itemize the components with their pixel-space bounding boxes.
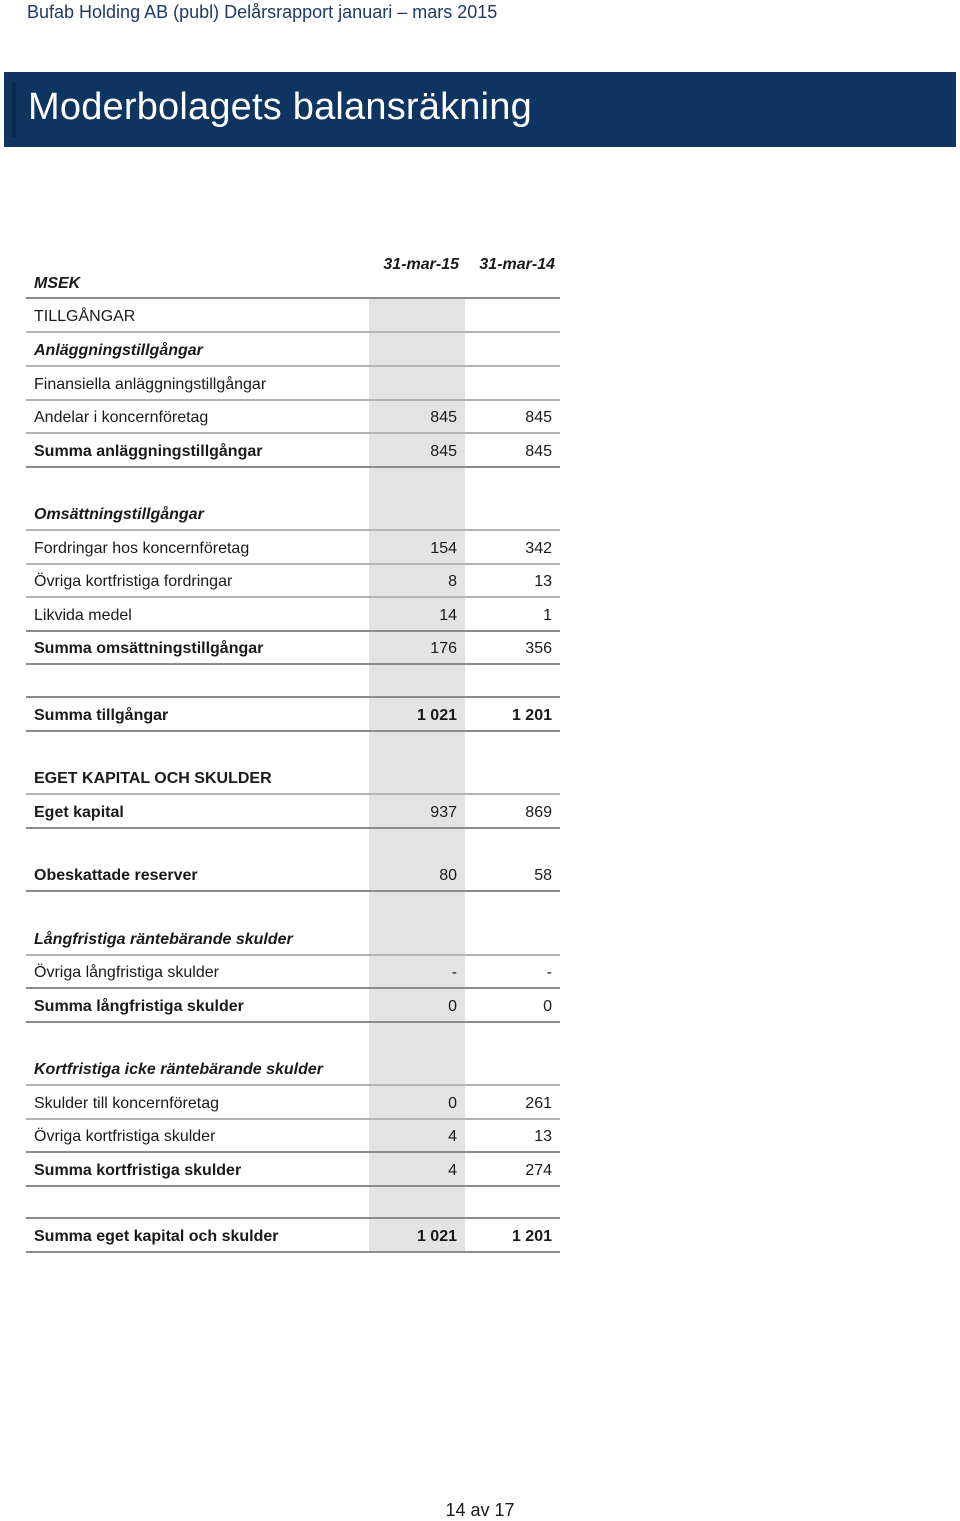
document-header: Bufab Holding AB (publ) Delårsrapport januari – mars 2015 xyxy=(27,2,498,22)
row-value-current: 845 xyxy=(430,409,457,426)
table-row xyxy=(26,298,560,333)
row-value-current: 80 xyxy=(439,867,457,884)
row-value-previous: 342 xyxy=(525,540,552,557)
row-label: EGET KAPITAL OCH SKULDER xyxy=(34,770,272,787)
row-value-previous: 1 201 xyxy=(511,1228,552,1245)
row-label: Övriga kortfristiga skulder xyxy=(34,1128,216,1145)
row-value-previous: 261 xyxy=(525,1095,552,1112)
row-value-previous: 13 xyxy=(534,1128,552,1145)
row-label: Anläggningstillgångar xyxy=(34,342,203,359)
row-label: TILLGÅNGAR xyxy=(34,308,136,325)
row-label: Övriga långfristiga skulder xyxy=(34,964,219,981)
row-label: Övriga kortfristiga fordringar xyxy=(34,573,233,590)
table-row xyxy=(26,1085,560,1120)
row-label: Summa anläggningstillgångar xyxy=(34,443,263,460)
table-row xyxy=(26,366,560,401)
table-row xyxy=(26,530,560,565)
row-value-previous: 845 xyxy=(525,409,552,426)
row-label: Summa tillgångar xyxy=(34,707,169,724)
row-label: Kortfristiga icke räntebärande skulder xyxy=(34,1061,323,1078)
row-label: Skulder till koncernföretag xyxy=(34,1095,219,1112)
row-label: Långfristiga räntebärande skulder xyxy=(34,931,293,948)
table-row xyxy=(26,1118,560,1153)
row-label: Fordringar hos koncernföretag xyxy=(34,540,250,557)
row-value-current: 1 021 xyxy=(416,707,457,724)
row-label: Omsättningstillgångar xyxy=(34,506,204,523)
row-value-previous: 1 201 xyxy=(511,707,552,724)
row-value-previous: 869 xyxy=(525,804,552,821)
table-row xyxy=(26,988,560,1023)
table-row xyxy=(26,921,560,956)
row-value-previous: 1 xyxy=(543,607,552,624)
table-row xyxy=(26,1152,560,1187)
table-row xyxy=(26,433,560,468)
row-label: Andelar i koncernföretag xyxy=(34,409,209,426)
page-title: Moderbolagets balansräkning xyxy=(28,86,532,128)
title-accent-bar xyxy=(12,82,16,137)
row-value-previous: 0 xyxy=(543,998,552,1015)
row-value-current: 845 xyxy=(430,443,457,460)
table-row xyxy=(26,399,560,434)
row-label: Finansiella anläggningstillgångar xyxy=(34,376,267,393)
row-value-previous: 274 xyxy=(525,1162,552,1179)
table-row xyxy=(26,597,560,632)
table-row xyxy=(26,794,560,829)
row-value-current: - xyxy=(451,964,457,981)
row-value-previous: 13 xyxy=(534,573,552,590)
row-value-current: 1 021 xyxy=(416,1228,457,1245)
row-value-current: 937 xyxy=(430,804,457,821)
table-row xyxy=(26,496,560,531)
row-value-current: 4 xyxy=(448,1162,457,1179)
row-label: Eget kapital xyxy=(34,804,124,821)
row-value-current: 0 xyxy=(448,1095,457,1112)
column-header-current: 31-mar-15 xyxy=(383,256,459,273)
table-row xyxy=(26,630,560,665)
row-label: Summa omsättningstillgångar xyxy=(34,640,264,657)
row-value-previous: 58 xyxy=(534,867,552,884)
row-value-current: 154 xyxy=(430,540,457,557)
row-value-current: 4 xyxy=(448,1128,457,1145)
table-row xyxy=(26,563,560,598)
row-value-previous: 356 xyxy=(525,640,552,657)
table-row xyxy=(26,954,560,989)
row-value-previous: 845 xyxy=(525,443,552,460)
column-header-previous: 31-mar-14 xyxy=(479,256,555,273)
table-row xyxy=(26,760,560,795)
table-row xyxy=(26,1218,560,1253)
row-value-previous: - xyxy=(546,964,552,981)
row-value-current: 0 xyxy=(448,998,457,1015)
row-label: Summa kortfristiga skulder xyxy=(34,1162,242,1179)
row-label: Summa långfristiga skulder xyxy=(34,998,244,1015)
table-row xyxy=(26,697,560,732)
table-row xyxy=(26,332,560,367)
row-value-current: 8 xyxy=(448,573,457,590)
row-label: Summa eget kapital och skulder xyxy=(34,1228,279,1245)
row-value-current: 14 xyxy=(439,607,457,624)
table-row xyxy=(26,1051,560,1086)
unit-label: MSEK xyxy=(34,275,81,292)
table-row xyxy=(26,857,560,892)
row-label: Obeskattade reserver xyxy=(34,867,198,884)
row-value-current: 176 xyxy=(430,640,457,657)
row-label: Likvida medel xyxy=(34,607,132,624)
page-number: 14 av 17 xyxy=(445,1500,515,1520)
